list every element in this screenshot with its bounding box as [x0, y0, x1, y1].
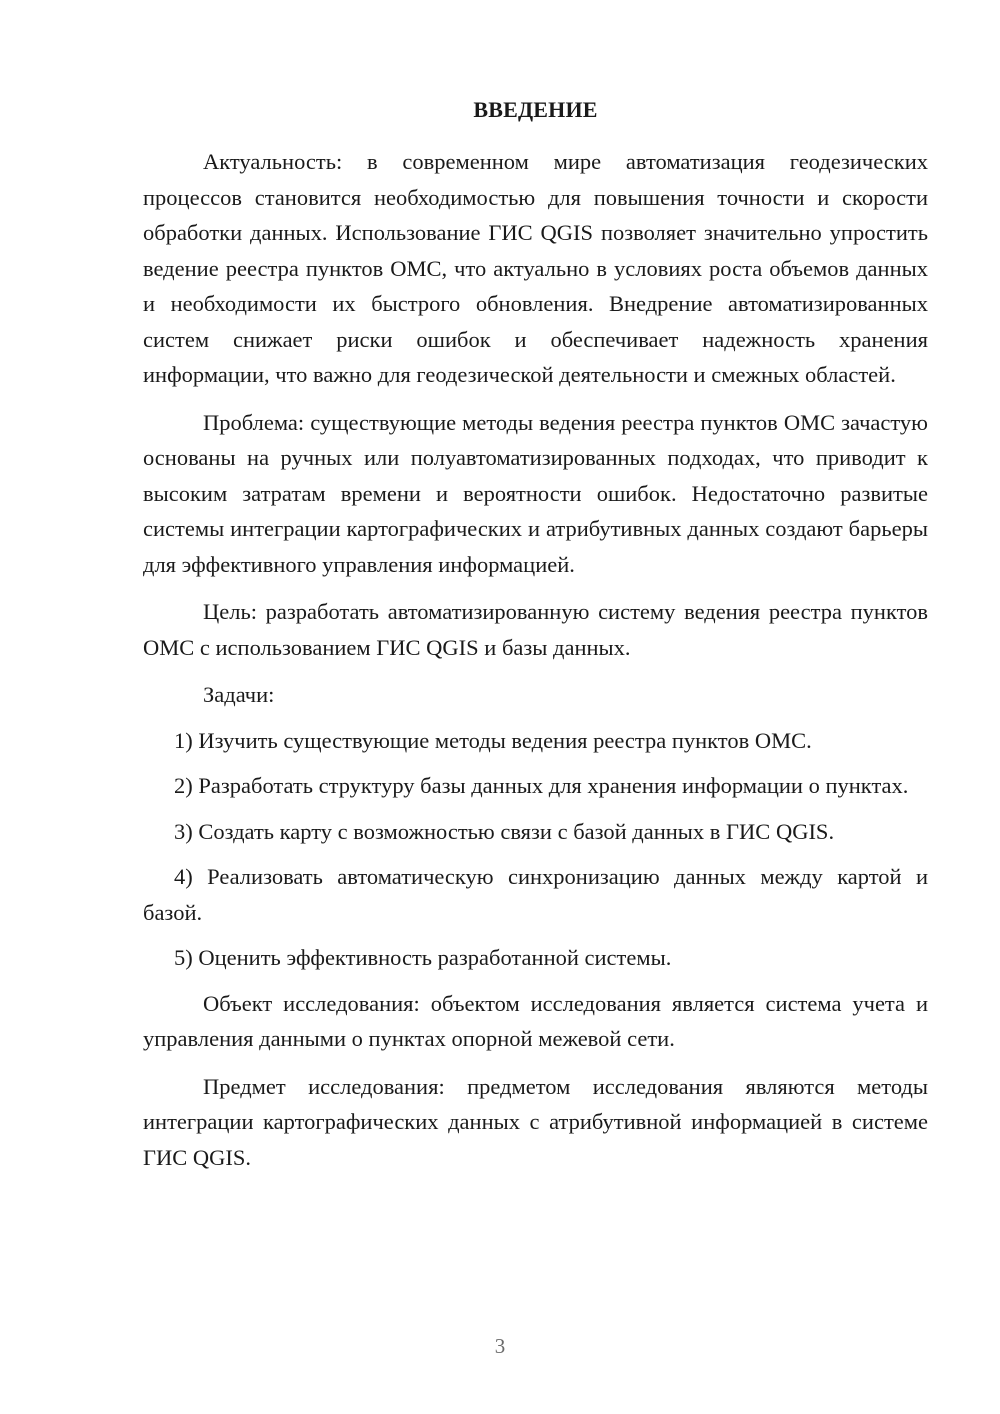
task-item-1: 1) Изучить существующие методы ведения реестра пунктов ОМС.: [174, 727, 812, 753]
page-number: 3: [494, 1334, 506, 1358]
tasks-heading: Задачи:: [203, 682, 275, 707]
page-title: ВВЕДЕНИЕ: [473, 97, 598, 122]
task-item-3: 3) Создать карту с возможностью связи с базой данных в ГИС QGIS.: [174, 818, 835, 844]
task-item-2: 2) Разработать структуру базы данных для хранения информации о пунктах.: [174, 773, 909, 798]
paragraph-problem: Проблема: существующие методы ведения реестра пунктов ОМС зачастую основаны на ручных или полуавтоматизированных подходах, что приводит к высоким затратам времени и вероятности ошибок. Недостаточно развитые системы интеграции картографических и атрибутивных данных создают барьеры для эффективного управления информацией.: [143, 409, 928, 577]
paragraph-relevance: Актуальность: в современном мире автоматизация геодезических процессов становится необходимостью для повышения точности и скорости обработки данных. Использование ГИС QGIS позволяет значительно упростить ведение реестра пунктов ОМС, что актуально в условиях роста объемов данных и необходимости их быстрого обновления. Внедрение автоматизированных систем снижает риски ошибок и обеспечивает надежность хранения информации, что важно для геодезической деятельности и смежных областей.: [143, 149, 928, 387]
task-item-4: 4) Реализовать автоматическую синхронизацию данных между картой и базой.: [143, 864, 928, 925]
paragraph-object: Объект исследования: объектом исследования является система учета и управления данными о пунктах опорной межевой сети.: [143, 990, 928, 1051]
document-page: [143, 92, 928, 1187]
paragraph-goal: Цель: разработать автоматизированную систему ведения реестра пунктов ОМС с использованием ГИС QGIS и базы данных.: [143, 599, 928, 660]
paragraph-subject: Предмет исследования: предметом исследования являются методы интеграции картографических данных с атрибутивной информацией в системе ГИС QGIS.: [143, 1073, 928, 1170]
task-item-5: 5) Оценить эффективность разработанной системы.: [174, 945, 672, 970]
